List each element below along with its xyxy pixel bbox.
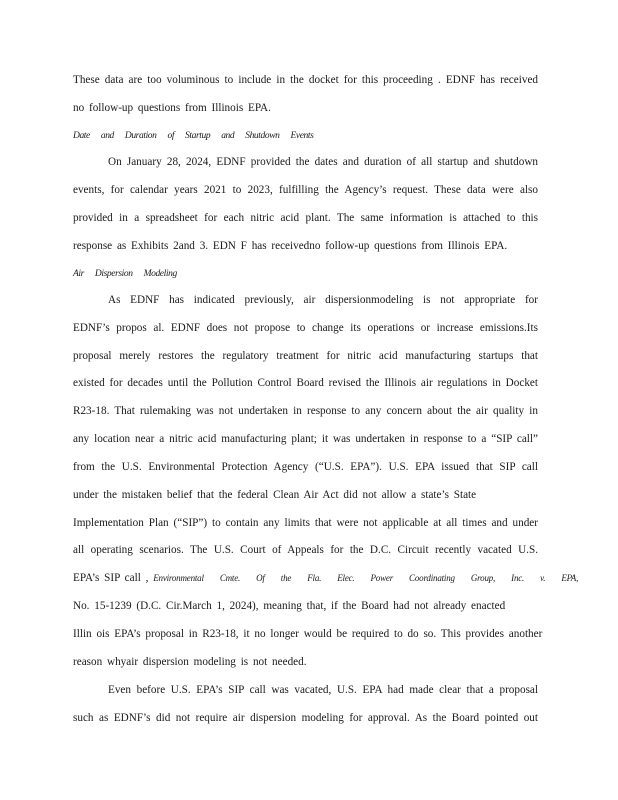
citation-line	[73, 571, 579, 585]
text-line: EDNF’s propos al. EDNF does not propose to change its operations or increase emissions.Its	[73, 322, 538, 334]
text-line: response as Exhibits 2and 3. EDN F has receivedno follow-up questions from Illinois EPA.	[73, 240, 508, 252]
text-line: such as EDNF’s did not require air dispersion modeling for approval. As the Board pointed out	[73, 712, 538, 724]
text-line: No. 15-1239 (D.C. Cir.March 1, 2024), meaning that, if the Board had not already enacted	[73, 600, 506, 612]
section-heading-startup-shutdown: Date and Duration of Startup and Shutdown Events	[73, 131, 314, 141]
text-line: under the mistaken belief that the federal Clean Air Act did not allow a state’s State	[73, 489, 477, 501]
text-line: Even before U.S. EPA’s SIP call was vacated, U.S. EPA had made clear that a proposal	[108, 684, 538, 696]
text-line: R23-18. That rulemaking was not undertaken in response to any concern about the air quality in	[73, 405, 538, 417]
text-line: any location near a nitric acid manufacturing plant; it was undertaken in response to a “SIP call”	[73, 433, 538, 445]
text-line: reason whyair dispersion modeling is not needed.	[73, 656, 307, 668]
text-line: from the U.S. Environmental Protection Agency (“U.S. EPA”). U.S. EPA issued that SIP call	[73, 461, 538, 473]
text-line: provided in a spreadsheet for each nitric acid plant. The same information is attached to this	[73, 212, 538, 224]
text-line: These data are too voluminous to include in the docket for this proceeding . EDNF has received	[73, 74, 538, 86]
citation-lead: EPA’s SIP call ,	[73, 572, 149, 584]
section-heading-air-dispersion: Air Dispersion Modeling	[73, 269, 177, 279]
text-line: no follow-up questions from Illinois EPA.	[73, 102, 271, 114]
text-line: Implementation Plan (“SIP”) to contain any limits that were not applicable at all times and under	[73, 517, 538, 529]
text-line: Illin ois EPA’s proposal in R23-18, it no longer would be required to do so. This provides another	[73, 628, 543, 640]
text-line: events, for calendar years 2021 to 2023, fulfilling the Agency’s request. These data were also	[73, 184, 538, 196]
case-citation: Environmental Cmte. Of the Fla. Elec. Power Coordinating Group, Inc. v. EPA,	[153, 573, 579, 583]
text-line: existed for decades until the Pollution Control Board revised the Illinois air regulations in Docket	[73, 377, 538, 389]
text-line: proposal merely restores the regulatory treatment for nitric acid manufacturing startups that	[73, 350, 538, 362]
text-line: As EDNF has indicated previously, air dispersionmodeling is not appropriate for	[108, 294, 538, 306]
text-line: all operating scenarios. The U.S. Court of Appeals for the D.C. Circuit recently vacated U.S.	[73, 544, 538, 556]
text-line: On January 28, 2024, EDNF provided the dates and duration of all startup and shutdown	[108, 156, 538, 168]
